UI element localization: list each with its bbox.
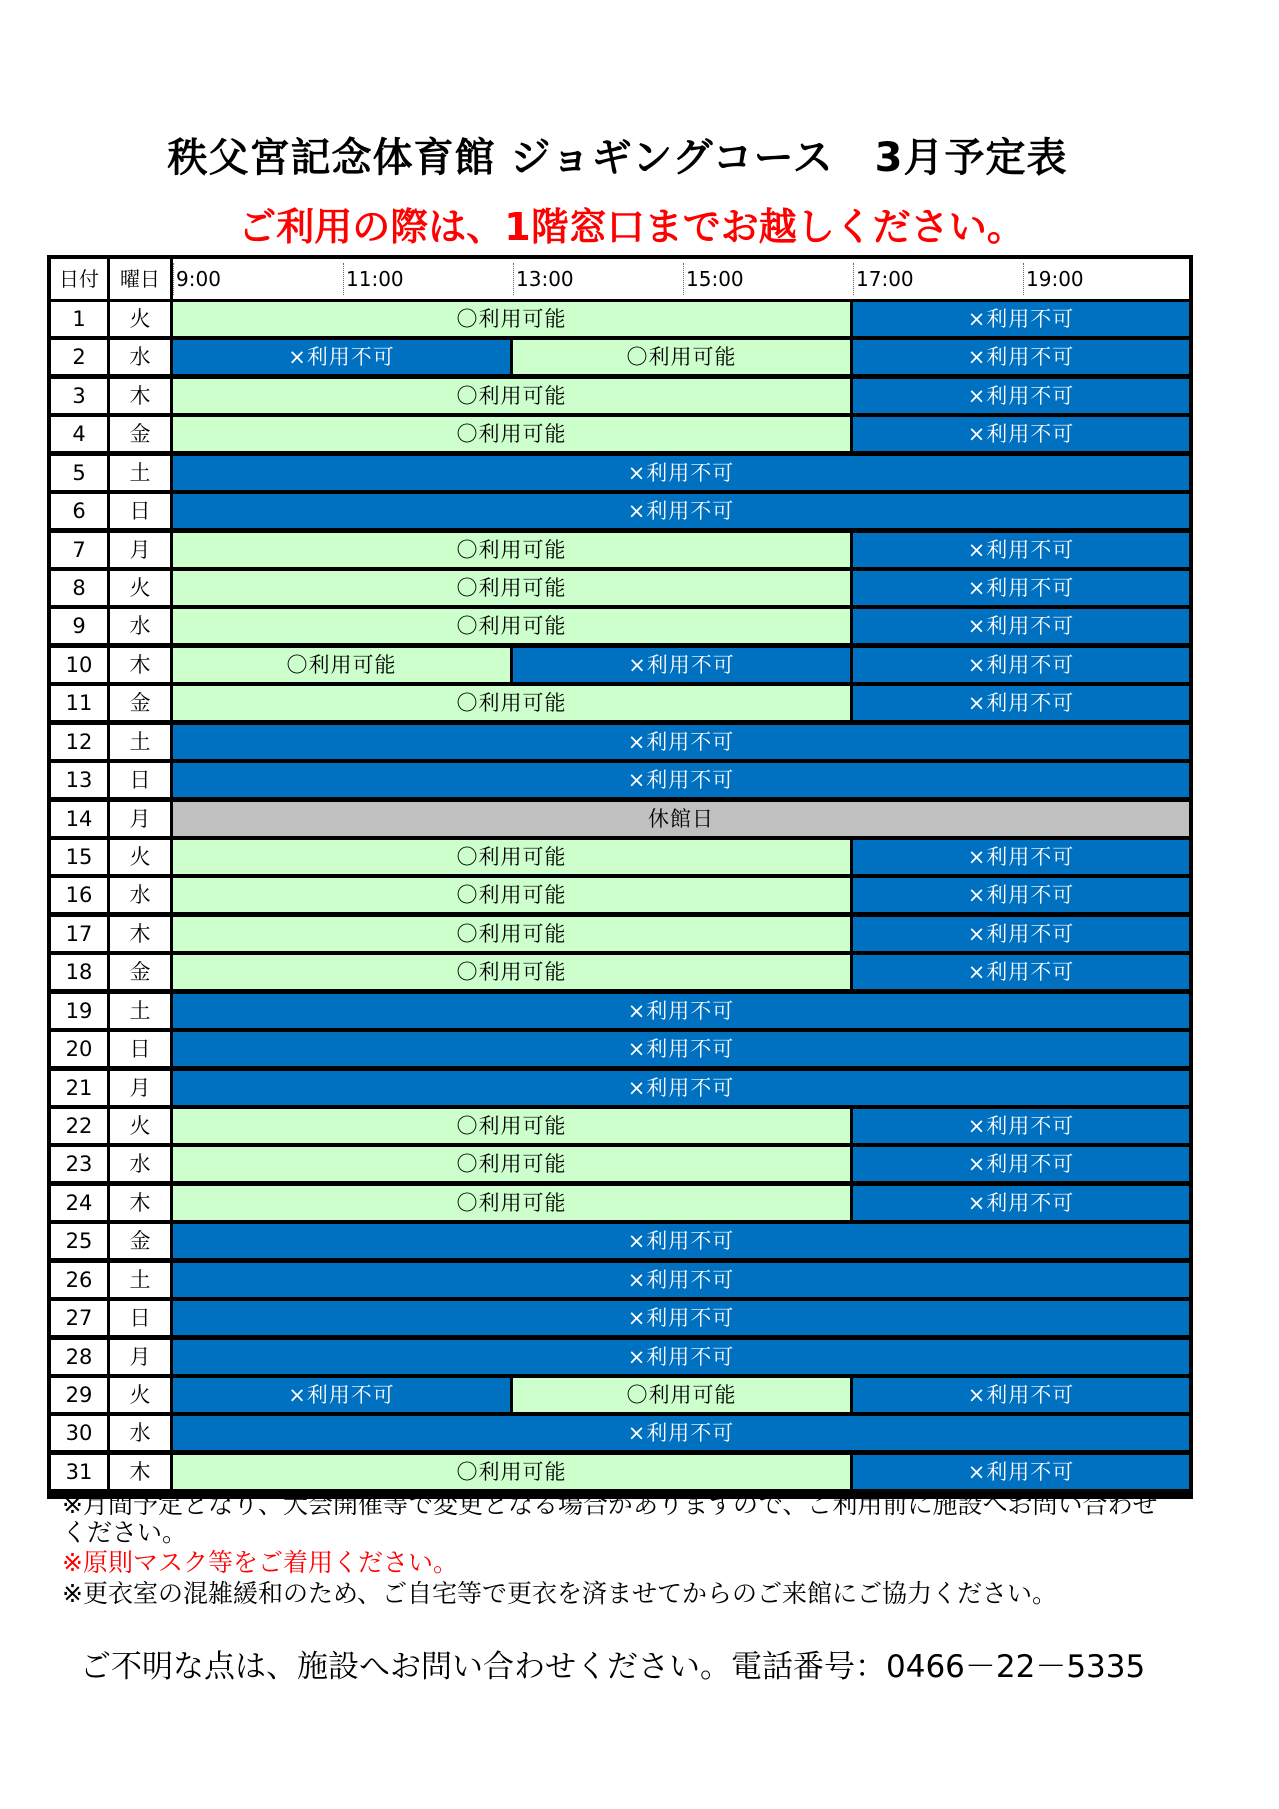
available-slot: 〇利用可能 <box>173 878 850 912</box>
day-cell: 19 <box>51 994 107 1028</box>
unavailable-slot: ×利用不可 <box>173 494 1189 528</box>
day-cell: 15 <box>51 840 107 874</box>
day-cell: 3 <box>51 379 107 413</box>
unavailable-slot: ×利用不可 <box>173 456 1189 490</box>
unavailable-slot: ×利用不可 <box>173 1340 1189 1374</box>
available-slot: 〇利用可能 <box>173 609 850 643</box>
weekday-cell: 土 <box>110 994 170 1028</box>
day-cell: 10 <box>51 648 107 682</box>
day-cell: 27 <box>51 1301 107 1335</box>
available-slot: 〇利用可能 <box>173 840 850 874</box>
available-slot: 〇利用可能 <box>513 340 850 374</box>
day-cell: 16 <box>51 878 107 912</box>
unavailable-slot: ×利用不可 <box>853 417 1189 451</box>
header-timeline <box>173 259 1189 299</box>
unavailable-slot: ×利用不可 <box>853 340 1189 374</box>
closed-day-slot: 休館日 <box>173 802 1189 836</box>
day-cell: 17 <box>51 917 107 951</box>
weekday-cell: 日 <box>110 1301 170 1335</box>
unavailable-slot: ×利用不可 <box>173 763 1189 797</box>
time-tick: 15:00 <box>683 259 744 299</box>
weekday-cell: 土 <box>110 725 170 759</box>
day-cell: 30 <box>51 1416 107 1450</box>
unavailable-slot: ×利用不可 <box>853 379 1189 413</box>
header-weekday: 曜日 <box>110 259 170 299</box>
weekday-cell: 土 <box>110 1263 170 1297</box>
day-cell: 24 <box>51 1186 107 1220</box>
day-cell: 25 <box>51 1224 107 1258</box>
unavailable-slot: ×利用不可 <box>853 878 1189 912</box>
day-cell: 22 <box>51 1109 107 1143</box>
unavailable-slot: ×利用不可 <box>853 609 1189 643</box>
unavailable-slot: ×利用不可 <box>853 840 1189 874</box>
unavailable-slot: ×利用不可 <box>173 1263 1189 1297</box>
subtitle-notice: ご利用の際は、1階窓口までお越しください。 <box>238 205 1025 249</box>
day-cell: 1 <box>51 302 107 336</box>
weekday-cell: 月 <box>110 802 170 836</box>
day-cell: 18 <box>51 955 107 989</box>
unavailable-slot: ×利用不可 <box>853 1109 1189 1143</box>
weekday-cell: 月 <box>110 533 170 567</box>
unavailable-slot: ×利用不可 <box>173 1224 1189 1258</box>
day-cell: 11 <box>51 686 107 720</box>
weekday-cell: 金 <box>110 1224 170 1258</box>
time-tick: 11:00 <box>343 259 404 299</box>
schedule-table <box>47 255 1193 1499</box>
unavailable-slot: ×利用不可 <box>853 917 1189 951</box>
unavailable-slot: ×利用不可 <box>853 1455 1189 1489</box>
weekday-cell: 水 <box>110 878 170 912</box>
weekday-cell: 火 <box>110 571 170 605</box>
day-cell: 8 <box>51 571 107 605</box>
note-mask: ※原則マスク等をご着用ください。 <box>62 1548 458 1577</box>
unavailable-slot: ×利用不可 <box>853 571 1189 605</box>
weekday-cell: 金 <box>110 955 170 989</box>
day-cell: 6 <box>51 494 107 528</box>
unavailable-slot: ×利用不可 <box>853 1378 1189 1412</box>
day-cell: 5 <box>51 456 107 490</box>
unavailable-slot: ×利用不可 <box>173 340 510 374</box>
unavailable-slot: ×利用不可 <box>853 1147 1189 1181</box>
unavailable-slot: ×利用不可 <box>173 1378 510 1412</box>
day-cell: 20 <box>51 1032 107 1066</box>
unavailable-slot: ×利用不可 <box>853 955 1189 989</box>
weekday-cell: 金 <box>110 417 170 451</box>
weekday-cell: 火 <box>110 1378 170 1412</box>
weekday-cell: 日 <box>110 494 170 528</box>
unavailable-slot: ×利用不可 <box>853 1186 1189 1220</box>
weekday-cell: 木 <box>110 917 170 951</box>
day-cell: 12 <box>51 725 107 759</box>
time-tick: 17:00 <box>853 259 914 299</box>
weekday-cell: 火 <box>110 302 170 336</box>
day-cell: 13 <box>51 763 107 797</box>
available-slot: 〇利用可能 <box>173 302 850 336</box>
weekday-cell: 土 <box>110 456 170 490</box>
weekday-cell: 金 <box>110 686 170 720</box>
available-slot: 〇利用可能 <box>173 1455 850 1489</box>
page-title: 秩父宮記念体育館 ジョギングコース 3月予定表 <box>167 135 1068 181</box>
available-slot: 〇利用可能 <box>173 1109 850 1143</box>
weekday-cell: 火 <box>110 1109 170 1143</box>
unavailable-slot: ×利用不可 <box>173 1416 1189 1450</box>
weekday-cell: 月 <box>110 1071 170 1105</box>
unavailable-slot: ×利用不可 <box>173 994 1189 1028</box>
available-slot: 〇利用可能 <box>173 686 850 720</box>
day-cell: 23 <box>51 1147 107 1181</box>
weekday-cell: 月 <box>110 1340 170 1374</box>
contact-info: ご不明な点は、施設へお問い合わせください。電話番号：0466－22－5335 <box>80 1649 1146 1685</box>
time-tick: 19:00 <box>1023 259 1084 299</box>
day-cell: 7 <box>51 533 107 567</box>
available-slot: 〇利用可能 <box>513 1378 850 1412</box>
weekday-cell: 日 <box>110 763 170 797</box>
available-slot: 〇利用可能 <box>173 417 850 451</box>
unavailable-slot: ×利用不可 <box>173 1032 1189 1066</box>
weekday-cell: 火 <box>110 840 170 874</box>
available-slot: 〇利用可能 <box>173 648 510 682</box>
header-date: 日付 <box>51 259 107 299</box>
weekday-cell: 日 <box>110 1032 170 1066</box>
time-tick: 13:00 <box>513 259 574 299</box>
weekday-cell: 水 <box>110 1416 170 1450</box>
available-slot: 〇利用可能 <box>173 571 850 605</box>
available-slot: 〇利用可能 <box>173 955 850 989</box>
unavailable-slot: ×利用不可 <box>173 1301 1189 1335</box>
weekday-cell: 水 <box>110 1147 170 1181</box>
day-cell: 2 <box>51 340 107 374</box>
day-cell: 21 <box>51 1071 107 1105</box>
note-locker-room: ※更衣室の混雑緩和のため、ご自宅等で更衣を済ませてからのご来館にご協力ください。 <box>62 1579 1057 1608</box>
weekday-cell: 木 <box>110 648 170 682</box>
unavailable-slot: ×利用不可 <box>853 686 1189 720</box>
unavailable-slot: ×利用不可 <box>853 302 1189 336</box>
weekday-cell: 水 <box>110 609 170 643</box>
unavailable-slot: ×利用不可 <box>173 725 1189 759</box>
available-slot: 〇利用可能 <box>173 1186 850 1220</box>
available-slot: 〇利用可能 <box>173 379 850 413</box>
weekday-cell: 木 <box>110 379 170 413</box>
day-cell: 14 <box>51 802 107 836</box>
day-cell: 9 <box>51 609 107 643</box>
weekday-cell: 木 <box>110 1455 170 1489</box>
day-cell: 28 <box>51 1340 107 1374</box>
time-tick: 9:00 <box>173 259 221 299</box>
note-schedule-change-cont: ください。 <box>62 1518 188 1547</box>
available-slot: 〇利用可能 <box>173 533 850 567</box>
weekday-cell: 木 <box>110 1186 170 1220</box>
day-cell: 26 <box>51 1263 107 1297</box>
available-slot: 〇利用可能 <box>173 917 850 951</box>
day-cell: 4 <box>51 417 107 451</box>
weekday-cell: 水 <box>110 340 170 374</box>
available-slot: 〇利用可能 <box>173 1147 850 1181</box>
unavailable-slot: ×利用不可 <box>853 648 1189 682</box>
day-cell: 29 <box>51 1378 107 1412</box>
unavailable-slot: ×利用不可 <box>853 533 1189 567</box>
note-schedule-change: ※月間予定となり、大会開催等で変更となる場合がありますので、ご利用前に施設へお問い合わせ <box>62 1490 1158 1519</box>
unavailable-slot: ×利用不可 <box>173 1071 1189 1105</box>
day-cell: 31 <box>51 1455 107 1489</box>
unavailable-slot: ×利用不可 <box>513 648 850 682</box>
